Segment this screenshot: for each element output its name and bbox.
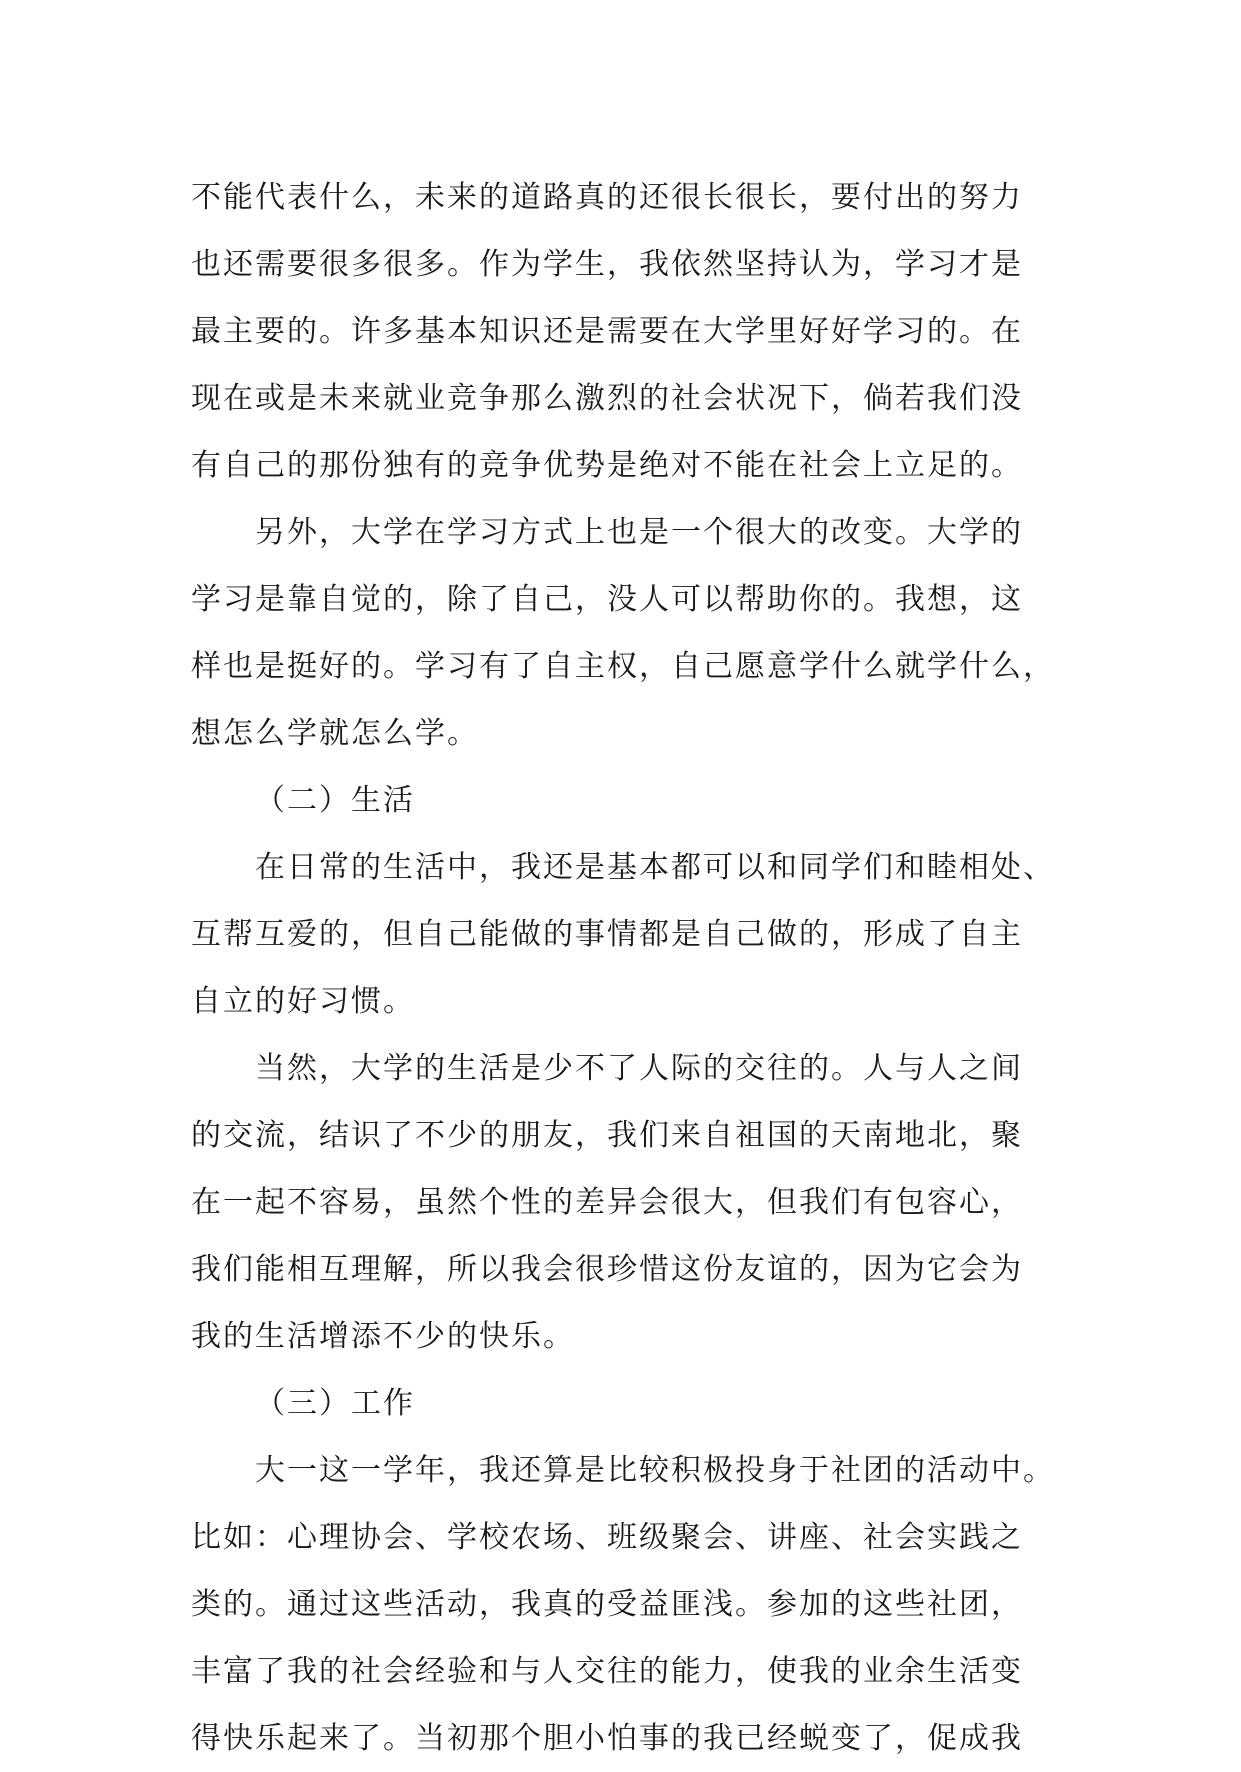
section-heading-life: （二）生活 [255,783,415,818]
text-line: 得快乐起来了。当初那个胆小怕事的我已经蜕变了，促成我 [191,1721,1023,1756]
text-line: 我们能相互理解，所以我会很珍惜这份友谊的，因为它会为 [191,1252,1023,1287]
text-line: 有自己的那份独有的竞争优势是绝对不能在社会上立足的。 [191,448,1023,483]
text-line: 现在或是未来就业竞争那么激烈的社会状况下，倘若我们没 [191,381,1023,416]
text-line: 样也是挺好的。学习有了自主权，自己愿意学什么就学什么， [191,649,1055,684]
text-line: 比如：心理协会、学校农场、班级聚会、讲座、社会实践之 [191,1520,1023,1555]
text-line: 不能代表什么，未来的道路真的还很长很长，要付出的努力 [191,180,1023,215]
paragraph-start-line: 另外，大学在学习方式上也是一个很大的改变。大学的 [255,515,1023,550]
text-line: 我的生活增添不少的快乐。 [191,1319,575,1354]
text-line: 的交流，结识了不少的朋友，我们来自祖国的天南地北，聚 [191,1118,1023,1153]
paragraph-start-line: 在日常的生活中，我还是基本都可以和同学们和睦相处、 [255,850,1055,885]
body-text [191,164,1071,1772]
text-line: 学习是靠自觉的，除了自己，没人可以帮助你的。我想，这 [191,582,1023,617]
text-line: 最主要的。许多基本知识还是需要在大学里好好学习的。在 [191,314,1023,349]
text-line: 自立的好习惯。 [191,984,415,1019]
text-line: 也还需要很多很多。作为学生，我依然坚持认为，学习才是 [191,247,1023,282]
section-heading-work: （三）工作 [255,1386,415,1421]
paragraph-start-line: 大一这一学年，我还算是比较积极投身于社团的活动中。 [255,1453,1055,1488]
text-line: 类的。通过这些活动，我真的受益匪浅。参加的这些社团， [191,1587,1023,1622]
paragraph-start-line: 当然，大学的生活是少不了人际的交往的。人与人之间 [255,1051,1023,1086]
text-line: 想怎么学就怎么学。 [191,716,479,751]
text-line: 互帮互爱的，但自己能做的事情都是自己做的，形成了自主 [191,917,1023,952]
text-line: 丰富了我的社会经验和与人交往的能力，使我的业余生活变 [191,1654,1023,1689]
text-line: 在一起不容易，虽然个性的差异会很大，但我们有包容心， [191,1185,1023,1220]
